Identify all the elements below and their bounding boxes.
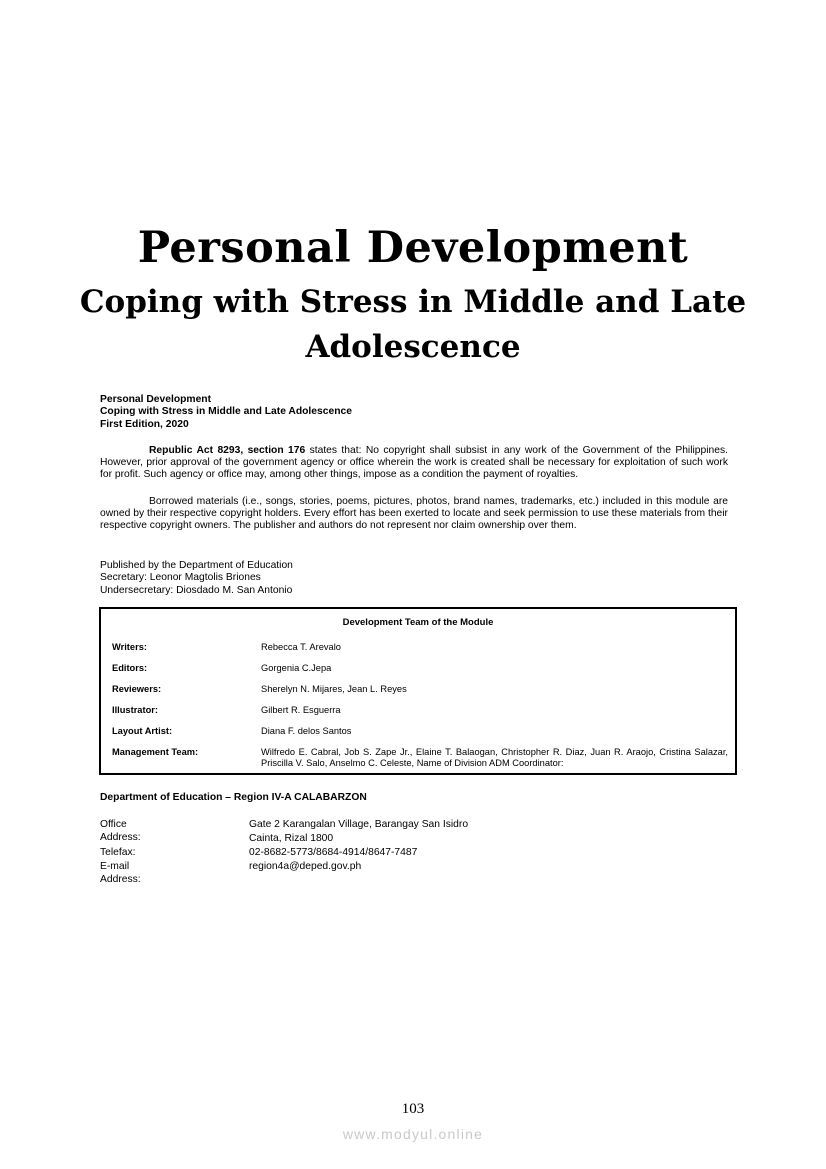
team-names: Rebecca T. Arevalo [261,642,341,652]
secretary-line: Secretary: Leonor Magtolis Briones [100,572,261,584]
team-role: Writers: [112,642,147,652]
copyright-paragraph [100,445,728,482]
team-role: Management Team: [112,747,199,757]
edition-subject: Personal Development [100,394,212,405]
email-value: region4a@deped.gov.ph [249,861,362,872]
team-names: Sherelyn N. Mijares, Jean L. Reyes [261,684,407,694]
team-role: Layout Artist: [112,726,173,736]
email-label: E-mail Address: [100,861,141,885]
team-role: Editors: [112,663,148,673]
team-names: Wilfredo E. Cabral, Job S. Zape Jr., Elaine T. Balaogan, Christopher R. Diaz, Juan R. Araojo, Cristina Salazar, Priscilla V. Salo, Anselmo C. Celeste, Name of Division ADM Coordinator: [261,747,728,768]
document-subtitle: Coping with Stress in Middle and Late Adolescence [79,284,747,365]
development-team-box [99,607,737,775]
watermark: www.modyul.online [342,1126,484,1142]
edition-topic: Coping with Stress in Middle and Late Adolescence [100,406,352,418]
team-names: Diana F. delos Santos [261,726,352,736]
borrowed-materials-paragraph: Borrowed materials (i.e., songs, stories, poems, pictures, photos, brand names, trademarks, etc.) included in this module are owned by their respective copyright holders. Every effort has been exerted to locate and seek permission to use these materials from their respective copyright owners. The publisher and authors do not represent nor claim ownership over them. [100,496,728,532]
copyright-statement: states that: No copyright shall subsist in any work of the Government of the Philippines. However, prior approval of the government agency or office wherein the work is created shall be necessary for exploitation of such work for profit. Such agency or office may, among other things, impose as a condition the payment of royalties. [100,445,728,481]
team-role: Reviewers: [112,684,162,694]
edition-info [100,394,728,431]
team-names: Gorgenia C.Jepa [261,663,332,673]
telefax-label: Telefax: [100,847,136,858]
region-heading: Department of Education – Region IV-A CALABARZON [100,792,367,803]
team-names: Gilbert R. Esguerra [261,705,341,715]
team-role: Illustrator: [112,705,158,715]
development-team-title: Development Team of the Module [342,617,494,628]
undersecretary-line: Undersecretary: Diosdado M. San Antonio [100,584,293,596]
office-address-line2: Cainta, Rizal 1800 [249,833,334,844]
office-address-label: Office Address: [100,819,141,843]
office-address-line1: Gate 2 Karangalan Village, Barangay San Isidro [249,819,469,830]
document-title: Personal Development [137,223,689,273]
publisher-line: Published by the Department of Education [100,560,293,571]
edition-year: First Edition, 2020 [100,418,189,430]
telefax-value: 02-8682-5773/8684-4914/8647-7487 [249,847,418,858]
republic-act-reference: Republic Act 8293, section 176 [149,445,306,456]
publisher-info [100,560,728,597]
page-number: 103 [401,1101,425,1117]
